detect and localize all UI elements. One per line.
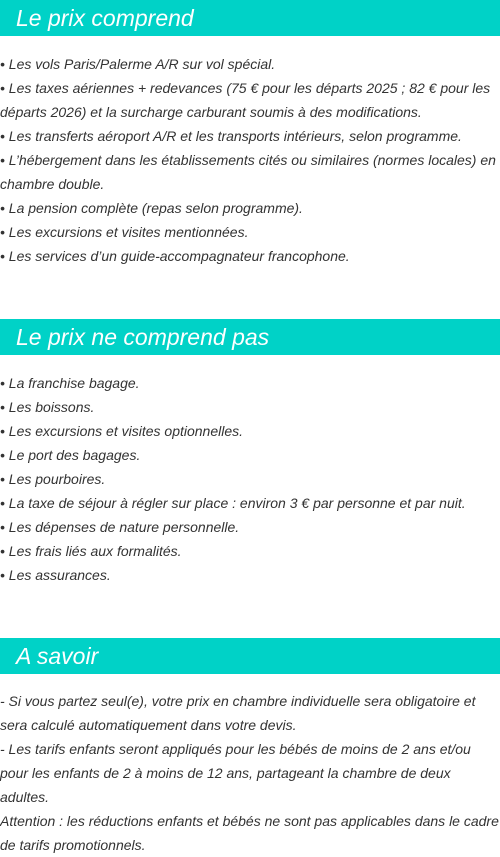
list-item: Attention : les réductions enfants et bébés ne sont pas applicables dans le cadre de tarifs promotionnels. bbox=[0, 813, 499, 853]
list-item: • La taxe de séjour à régler sur place : environ 3 € par personne et par nuit. bbox=[0, 495, 466, 511]
list-item: • Les boissons. bbox=[0, 399, 95, 415]
section-title-price-excludes: Le prix ne comprend pas bbox=[0, 319, 500, 355]
list-item: • L’hébergement dans les établissements cités ou similaires (normes locales) en chambre double. bbox=[0, 152, 496, 192]
list-item: • Les assurances. bbox=[0, 567, 111, 583]
section-title-good-to-know: A savoir bbox=[0, 638, 500, 674]
list-item: • Les excursions et visites optionnelles. bbox=[0, 423, 244, 439]
list-item: • Les excursions et visites mentionnées. bbox=[0, 224, 249, 240]
section-title-price-includes: Le prix comprend bbox=[0, 0, 500, 36]
list-item: • Les frais liés aux formalités. bbox=[0, 543, 182, 559]
list-item: - Les tarifs enfants seront appliqués pour les bébés de moins de 2 ans et/ou pour les enfants de 2 à moins de 12 ans, partageant la chambre de deux adultes. bbox=[0, 741, 471, 805]
price-includes-list bbox=[0, 36, 500, 268]
list-item: • Les transferts aéroport A/R et les transports intérieurs, selon programme. bbox=[0, 128, 462, 144]
list-item: • Les services d’un guide-accompagnateur francophone. bbox=[0, 248, 350, 264]
list-item: • La franchise bagage. bbox=[0, 375, 140, 391]
price-excludes-list bbox=[0, 355, 500, 587]
section-price-excludes bbox=[0, 319, 500, 587]
list-item: • Les vols Paris/Palerme A/R sur vol spécial. bbox=[0, 56, 276, 72]
list-item: • La pension complète (repas selon programme). bbox=[0, 200, 303, 216]
list-item: • Les pourboires. bbox=[0, 471, 106, 487]
section-price-includes bbox=[0, 0, 500, 268]
list-item: • Les dépenses de nature personnelle. bbox=[0, 519, 240, 535]
good-to-know-list bbox=[0, 674, 500, 857]
section-good-to-know bbox=[0, 638, 500, 857]
list-item: - Si vous partez seul(e), votre prix en chambre individuelle sera obligatoire et sera calculé automatiquement dans votre devis. bbox=[0, 693, 476, 733]
list-item: • Les taxes aériennes + redevances (75 € pour les départs 2025 ; 82 € pour les départs 2026) et la surcharge carburant soumis à des modifications. bbox=[0, 80, 491, 120]
list-item: • Le port des bagages. bbox=[0, 447, 141, 463]
